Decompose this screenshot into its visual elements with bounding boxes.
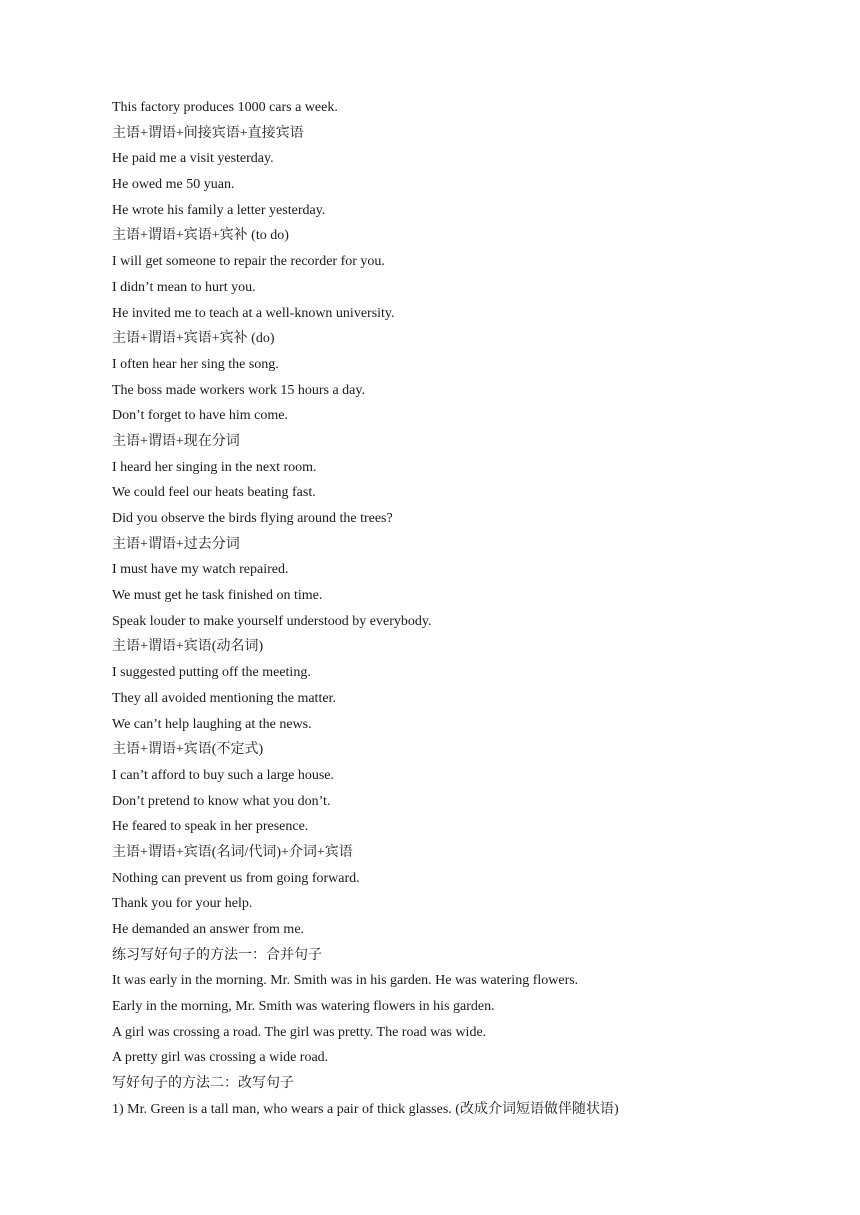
sentence-line: He paid me a visit yesterday. <box>112 151 274 167</box>
sentence-line: Don’t pretend to know what you don’t. <box>112 793 331 809</box>
section-heading: 写好句子的方法二：改写句子 <box>112 1076 294 1092</box>
sentence-line: He demanded an answer from me. <box>112 922 305 937</box>
sentence-line: A pretty girl was crossing a wide road. <box>112 1050 329 1066</box>
sentence-line: We could feel our heats beating fast. <box>112 485 316 501</box>
sentence-line: Did you observe the birds flying around the trees? <box>112 511 393 526</box>
sentence-line: He owed me 50 yuan. <box>112 177 235 193</box>
pattern-heading: 主语+谓语+过去分词 <box>112 536 240 552</box>
sentence-line: We can’t help laughing at the news. <box>112 716 312 732</box>
sentence-line: I can’t afford to buy such a large house. <box>112 767 334 783</box>
sentence-line: He invited me to teach at a well-known university. <box>112 305 395 321</box>
sentence-line: Early in the morning, Mr. Smith was watering flowers in his garden. <box>112 999 495 1015</box>
pattern-heading: 主语+谓语+宾语(不定式) <box>112 742 264 758</box>
sentence-line: I didn’t mean to hurt you. <box>112 279 256 295</box>
section-heading: 练习写好句子的方法一：合并句子 <box>112 947 322 963</box>
pattern-heading: 主语+谓语+宾语+宾补 (do) <box>112 331 275 347</box>
sentence-line: Thank you for your help. <box>112 896 253 912</box>
sentence-line: Don’t forget to have him come. <box>112 408 288 424</box>
sentence-line: I heard her singing in the next room. <box>112 459 317 475</box>
sentence-line: He feared to speak in her presence. <box>112 819 309 835</box>
sentence-line: They all avoided mentioning the matter. <box>112 690 336 706</box>
sentence-line: Speak louder to make yourself understood by everybody. <box>112 613 432 629</box>
sentence-line: I will get someone to repair the recorder for you. <box>112 254 385 270</box>
sentence-line: We must get he task finished on time. <box>112 588 323 604</box>
pattern-heading: 主语+谓语+间接宾语+直接宾语 <box>112 125 304 141</box>
pattern-heading: 主语+谓语+宾语(名词/代词)+介词+宾语 <box>112 844 353 860</box>
sentence-line: The boss made workers work 15 hours a day. <box>112 382 365 398</box>
pattern-heading: 主语+谓语+宾语+宾补 (to do) <box>112 228 289 244</box>
pattern-heading: 主语+谓语+现在分词 <box>112 433 240 449</box>
sentence-line: I must have my watch repaired. <box>112 562 289 578</box>
sentence-line: Nothing can prevent us from going forward. <box>112 870 360 886</box>
sentence-line: I often hear her sing the song. <box>112 356 279 372</box>
pattern-heading: 主语+谓语+宾语(动名词) <box>112 639 264 655</box>
sentence-line: I suggested putting off the meeting. <box>112 665 311 681</box>
sentence-line: A girl was crossing a road. The girl was pretty. The road was wide. <box>112 1024 487 1040</box>
sentence-line: It was early in the morning. Mr. Smith was in his garden. He was watering flowers. <box>112 973 579 989</box>
sentence-line: He wrote his family a letter yesterday. <box>112 202 326 218</box>
document-body <box>112 95 812 1123</box>
exercise-item: 1) Mr. Green is a tall man, who wears a pair of thick glasses. (改成介词短语做伴随状语) <box>112 1101 619 1117</box>
sentence-line: This factory produces 1000 cars a week. <box>112 100 338 115</box>
